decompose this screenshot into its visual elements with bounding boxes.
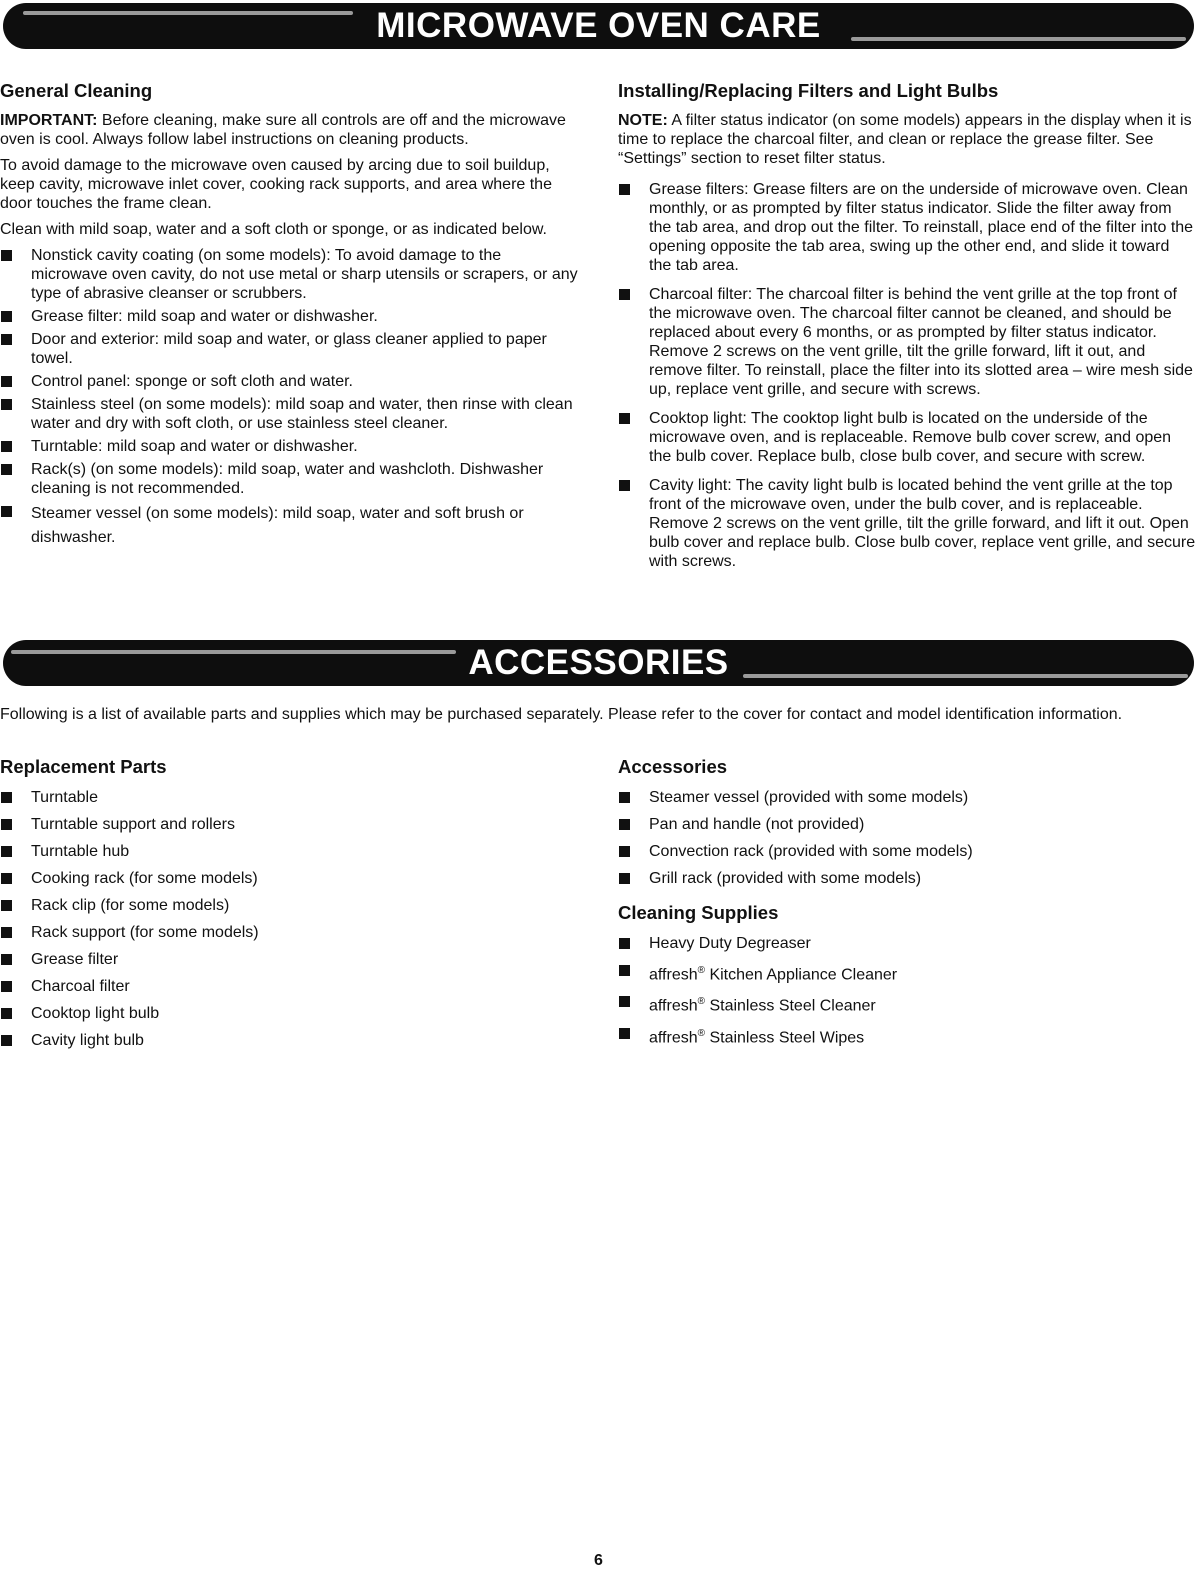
registered-mark: ® (697, 996, 705, 1008)
arcing-paragraph: To avoid damage to the microwave oven caused by arcing due to soil buildup, keep cavity, microwave inlet cover, cooking rack supports, and area where the door touches the frame clean. (0, 157, 552, 212)
list-item: Stainless steel (on some models): mild soap and water, then rinse with clean water and dry with soft cloth, or use stainless steel cleaner. (0, 395, 580, 433)
list-item: Door and exterior: mild soap and water, or glass cleaner applied to paper towel. (0, 330, 580, 368)
replacement-parts-heading: Replacement Parts (0, 756, 167, 777)
accessories-section-title: ACCESSORIES (468, 643, 729, 682)
brand-name: affresh (649, 1028, 698, 1046)
list-item: Heavy Duty Degreaser (618, 934, 1196, 953)
brand-name: affresh (649, 997, 698, 1015)
list-item: Steamer vessel (provided with some models) (618, 788, 1196, 807)
accessories-list (618, 788, 1196, 888)
cleaning-supplies-heading: Cleaning Supplies (618, 902, 779, 923)
list-item: Turntable hub (0, 842, 580, 861)
mild-soap-paragraph: Clean with mild soap, water and a soft cloth or sponge, or as indicated below. (0, 221, 547, 238)
list-item: Rack(s) (on some models): mild soap, water and washcloth. Dishwasher cleaning is not recommended. (0, 460, 580, 498)
list-item: Grease filter: mild soap and water or dishwasher. (0, 307, 580, 326)
list-item: Charcoal filter (0, 977, 580, 996)
filters-list (618, 180, 1196, 571)
list-item: Cavity light bulb (0, 1031, 580, 1050)
list-item: Turntable (0, 788, 580, 807)
care-section-title: MICROWAVE OVEN CARE (376, 6, 821, 45)
important-paragraph (0, 111, 580, 149)
registered-mark: ® (697, 1027, 705, 1039)
list-item (618, 992, 1196, 1015)
filters-heading: Installing/Replacing Filters and Light Bulbs (618, 80, 999, 101)
note-label: NOTE: (618, 112, 668, 129)
accessories-heading: Accessories (618, 756, 728, 777)
product-name: Kitchen Appliance Cleaner (705, 966, 898, 984)
important-text: Before cleaning, make sure all controls are off and the microwave oven is cool. Always follow label instructions on cleaning products. (0, 112, 566, 148)
product-name: Stainless Steel Wipes (705, 1028, 865, 1046)
general-cleaning-section (0, 80, 580, 554)
cleaning-supplies-list (618, 934, 1196, 1047)
list-item: Pan and handle (not provided) (618, 815, 1196, 834)
general-cleaning-heading: General Cleaning (0, 80, 153, 101)
accessories-intro: Following is a list of available parts and supplies which may be purchased separately. Please refer to the cover for contact and model identification information. (0, 706, 1123, 723)
note-paragraph (618, 111, 1196, 168)
list-item (618, 1024, 1196, 1047)
list-item: Turntable support and rollers (0, 815, 580, 834)
list-item: Grease filters: Grease filters are on the underside of microwave oven. Clean monthly, or as prompted by filter status indicator. Slide the filter away from the tab area, and drop out the filter. To reinstall, place end of the filter into the opening opposite the tab area, swing up the other end, and slide it toward the tab area. (618, 180, 1196, 275)
product-name: Stainless Steel Cleaner (705, 997, 876, 1015)
list-item: Rack support (for some models) (0, 923, 580, 942)
accessories-section (618, 756, 1196, 1055)
list-item: Cooktop light: The cooktop light bulb is located on the underside of the microwave oven, and is replaceable. Remove bulb cover screw, and open the bulb cover. Replace bulb, close bulb cover, and secure with screw. (618, 409, 1196, 466)
brand-name: affresh (649, 966, 698, 984)
filters-section (618, 80, 1196, 581)
list-item: Rack clip (for some models) (0, 896, 580, 915)
page-number: 6 (594, 1552, 603, 1569)
care-section-banner (3, 3, 1194, 49)
note-text: A filter status indicator (on some models) appears in the display when it is time to replace the charcoal filter, and clean or replace the grease filter. See “Settings” section to reset filter status. (618, 112, 1192, 167)
list-item (618, 961, 1196, 984)
list-item: Cooktop light bulb (0, 1004, 580, 1023)
list-item: Control panel: sponge or soft cloth and water. (0, 372, 580, 391)
list-item: Cooking rack (for some models) (0, 869, 580, 888)
replacement-parts-list (0, 788, 580, 1050)
accessories-section-banner (3, 640, 1194, 686)
registered-mark: ® (697, 965, 705, 976)
list-item: Grill rack (provided with some models) (618, 869, 1196, 888)
list-item: Turntable: mild soap and water or dishwasher. (0, 437, 580, 456)
replacement-parts-section (0, 756, 580, 1058)
list-item: Grease filter (0, 950, 580, 969)
general-cleaning-list (0, 246, 580, 550)
list-item: Charcoal filter: The charcoal filter is behind the vent grille at the top front of the microwave oven. The charcoal filter cannot be cleaned, and should be replaced about every 6 months, or as prompted by filter status indicator. Remove 2 screws on the vent grille, tilt the grille forward, lift it out, and remove filter. To reinstall, place the filter into its slotted area – wire mesh side up, replace vent grille, and secure with screws. (618, 285, 1196, 399)
list-item: Convection rack (provided with some models) (618, 842, 1196, 861)
list-item: Nonstick cavity coating (on some models): To avoid damage to the microwave oven cavity, do not use metal or sharp utensils or scrapers, or any type of abrasive cleanser or scrubbers. (0, 246, 580, 303)
list-item: Steamer vessel (on some models): mild soap, water and soft brush or dishwasher. (0, 502, 580, 550)
list-item: Cavity light: The cavity light bulb is located behind the vent grille at the top front of the microwave oven, under the bulb cover, and is replaceable. Remove 2 screws on the vent grille, tilt the grille forward, and lift it out. Open bulb cover and replace bulb. Close bulb cover, replace vent grille, and secure with screws. (618, 476, 1196, 571)
important-label: IMPORTANT: (0, 112, 98, 129)
